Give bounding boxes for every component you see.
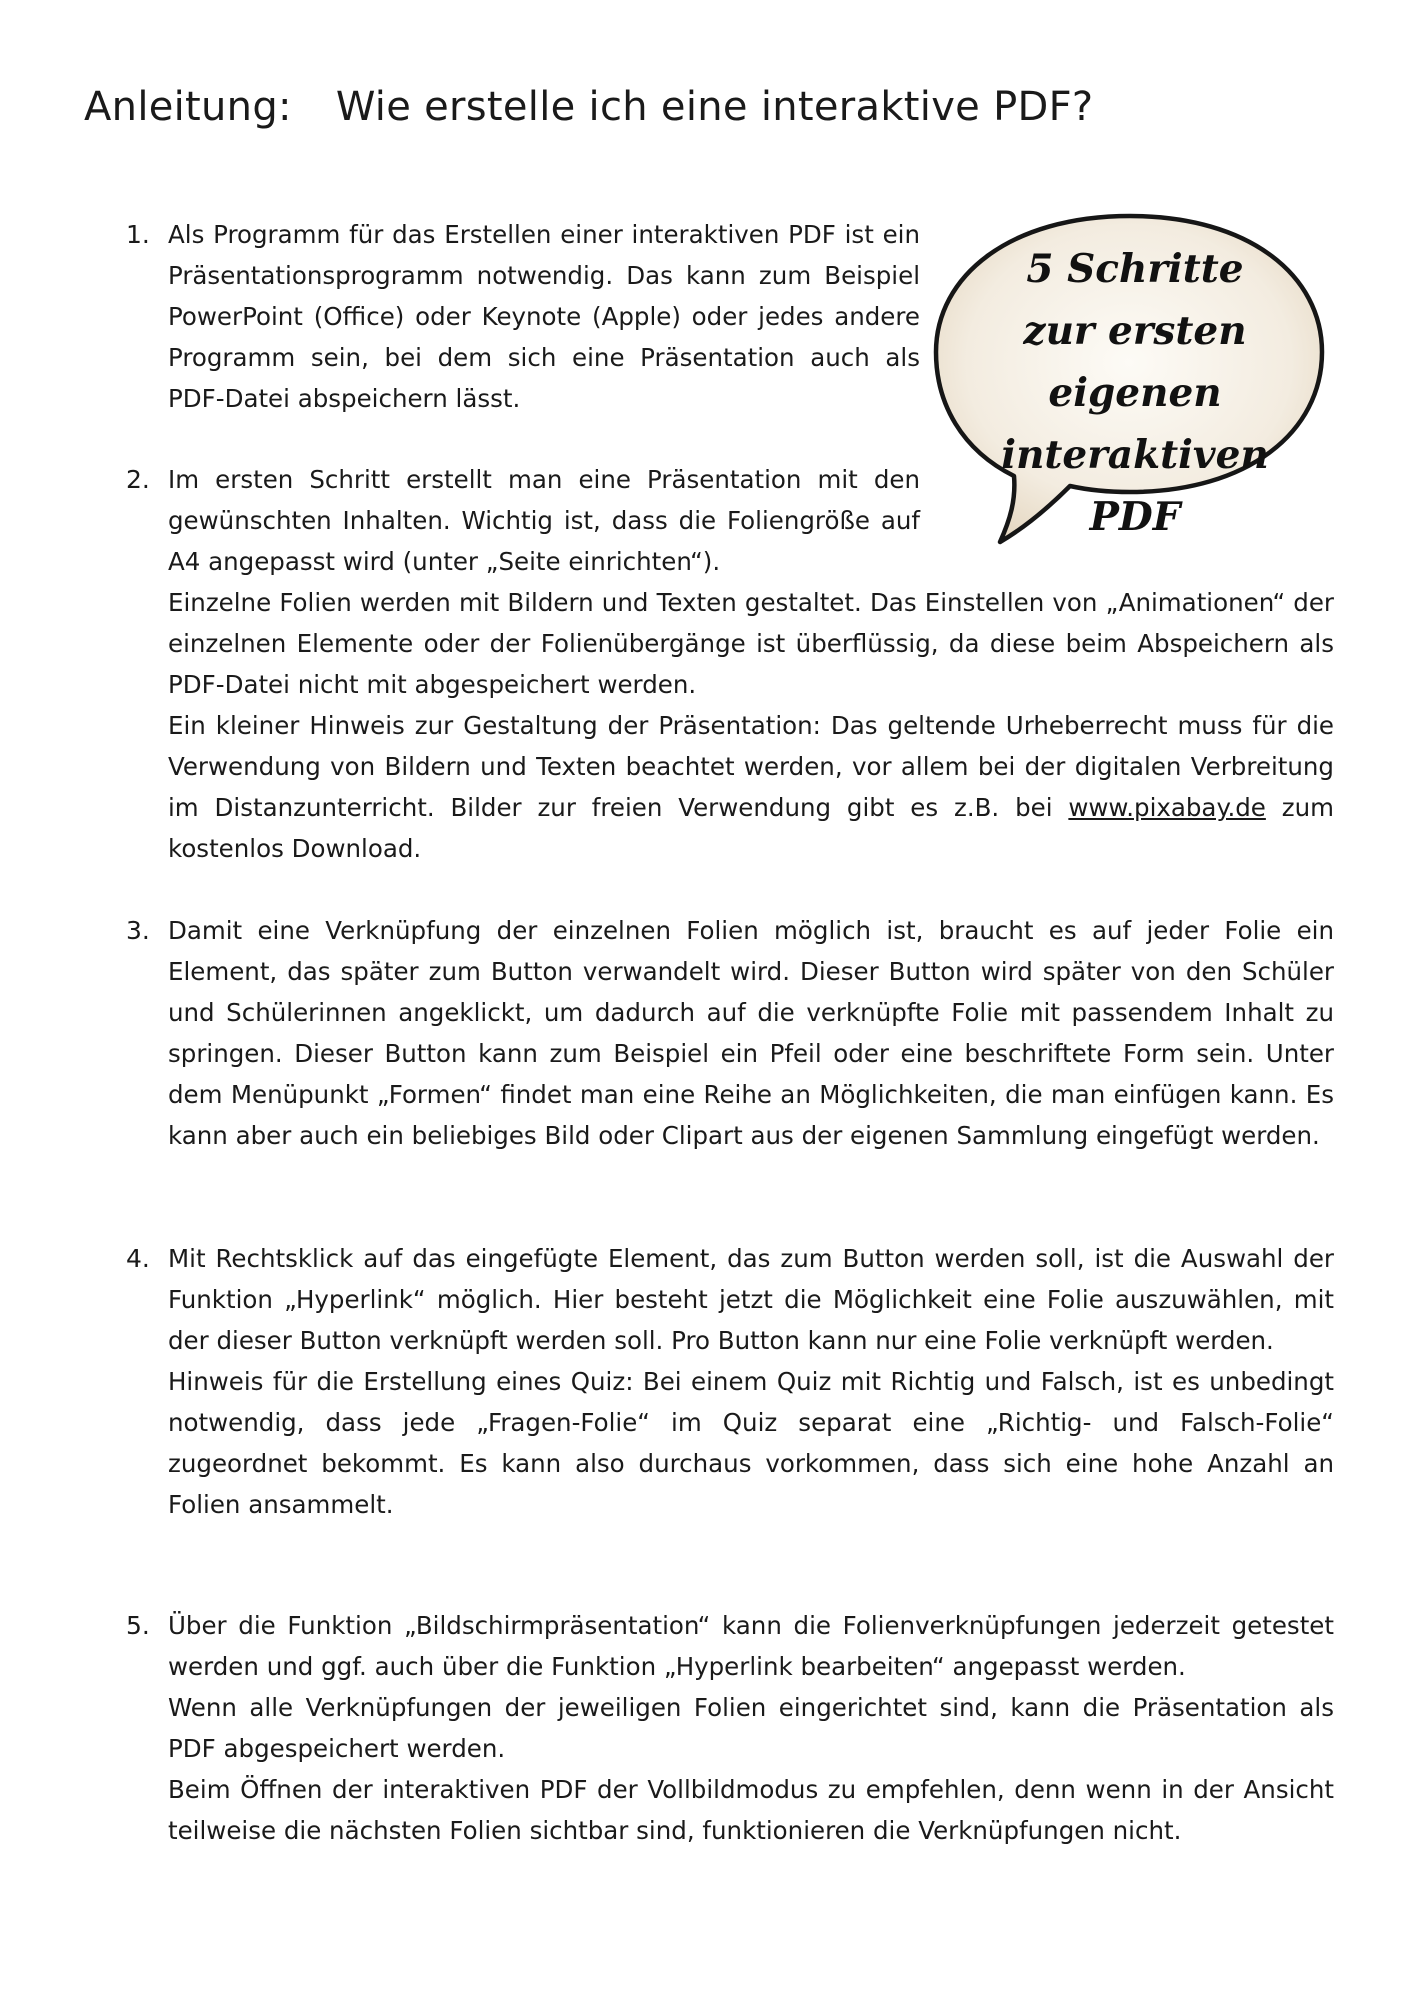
step-number: 4.: [126, 1244, 150, 1273]
step-paragraph: Im ersten Schritt erstellt man eine Präsentation mit den gewünschten Inhalten. Wichtig ist, dass die Foliengröße auf A4 angepasst wird (unter „Seite einrichten“).: [168, 465, 920, 576]
step-number: 3.: [126, 916, 150, 945]
step-2-continued: [168, 582, 1334, 869]
step-paragraph: Hinweis für die Erstellung eines Quiz: Bei einem Quiz mit Richtig und Falsch, ist es unbedingt notwendig, dass jede „Fragen-Folie“ im Quiz separat eine „Richtig- und Falsch-Folie“ zugeordnet bekommt. Es kann also durchaus vorkommen, dass sich eine hohe Anzahl an Folien ansammelt.: [168, 1367, 1334, 1519]
speech-bubble: [930, 210, 1330, 550]
step-paragraph-text: Ein kleiner Hinweis zur Gestaltung der Präsentation: Das geltende Urheberrecht muss für die Verwendung von Bildern und Texten beachtet werden, vor allem bei der digitalen Verbreitung im Distanzunterricht. Bilder zur freien Verwendung gibt es z.B. bei: [168, 711, 1334, 822]
page-title: [84, 84, 1093, 130]
step-number: 1.: [126, 220, 150, 249]
step-paragraph: Über die Funktion „Bildschirmpräsentation“ kann die Folienverknüpfungen jederzeit getestet werden und ggf. auch über die Funktion „Hyperlink bearbeiten“ angepasst werden.: [168, 1611, 1334, 1681]
step-paragraph: Damit eine Verknüpfung der einzelnen Folien möglich ist, braucht es auf jeder Folie ein Element, das später zum Button verwandelt wird. Dieser Button wird später von den Schüler und Schülerinnen angeklickt, um dadurch auf die verknüpfte Folie mit passendem Inhalt zu springen. Dieser Button kann zum Beispiel ein Pfeil oder eine beschriftete Form sein. Unter dem Menüpunkt „Formen“ findet man eine Reihe an Möglichkeiten, die man einfügen kann. Es kann aber auch ein beliebiges Bild oder Clipart aus der eigenen Sammlung eingefügt werden.: [168, 916, 1334, 1150]
link-suffix: zum kostenlos Download.: [168, 793, 1334, 863]
pixabay-link[interactable]: www.pixabay.de: [1068, 793, 1266, 822]
step-5: [126, 1605, 1334, 1851]
step-paragraph: Beim Öffnen der interaktiven PDF der Vollbildmodus zu empfehlen, denn wenn in der Ansicht teilweise die nächsten Folien sichtbar sind, funktionieren die Verknüpfungen nicht.: [168, 1775, 1334, 1845]
step-paragraph: Als Programm für das Erstellen einer interaktiven PDF ist ein Präsentationsprogramm notwendig. Das kann zum Beispiel PowerPoint (Office) oder Keynote (Apple) oder jedes andere Programm sein, bei dem sich eine Präsentation auch als PDF-Datei abspeichern lässt.: [168, 220, 920, 413]
step-paragraph: Einzelne Folien werden mit Bildern und Texten gestaltet. Das Einstellen von „Animationen“ der einzelnen Elemente oder der Folienübergänge ist überflüssig, da diese beim Abspeichern als PDF-Datei nicht mit abgespeichert werden.: [168, 588, 1334, 699]
step-paragraph: Wenn alle Verknüpfungen der jeweiligen Folien eingerichtet sind, kann die Präsentation als PDF abgespeichert werden.: [168, 1693, 1334, 1763]
title-label: Anleitung:: [84, 84, 292, 130]
step-4: [126, 1238, 1334, 1525]
speech-bubble-text: 5 Schritte zur ersten eigenen interaktiven PDF: [1001, 246, 1269, 540]
step-2: [126, 459, 920, 582]
title-text: Wie erstelle ich eine interaktive PDF?: [335, 84, 1094, 130]
step-paragraph: Mit Rechtsklick auf das eingefügte Element, das zum Button werden soll, ist die Auswahl der Funktion „Hyperlink“ möglich. Hier besteht jetzt die Möglichkeit eine Folie auszuwählen, mit der dieser Button verknüpft werden soll. Pro Button kann nur eine Folie verknüpft werden.: [168, 1244, 1334, 1355]
step-paragraph: [168, 705, 1334, 869]
step-3: [126, 910, 1334, 1156]
step-1: [126, 214, 920, 419]
step-number: 2.: [126, 465, 150, 494]
step-number: 5.: [126, 1611, 150, 1640]
